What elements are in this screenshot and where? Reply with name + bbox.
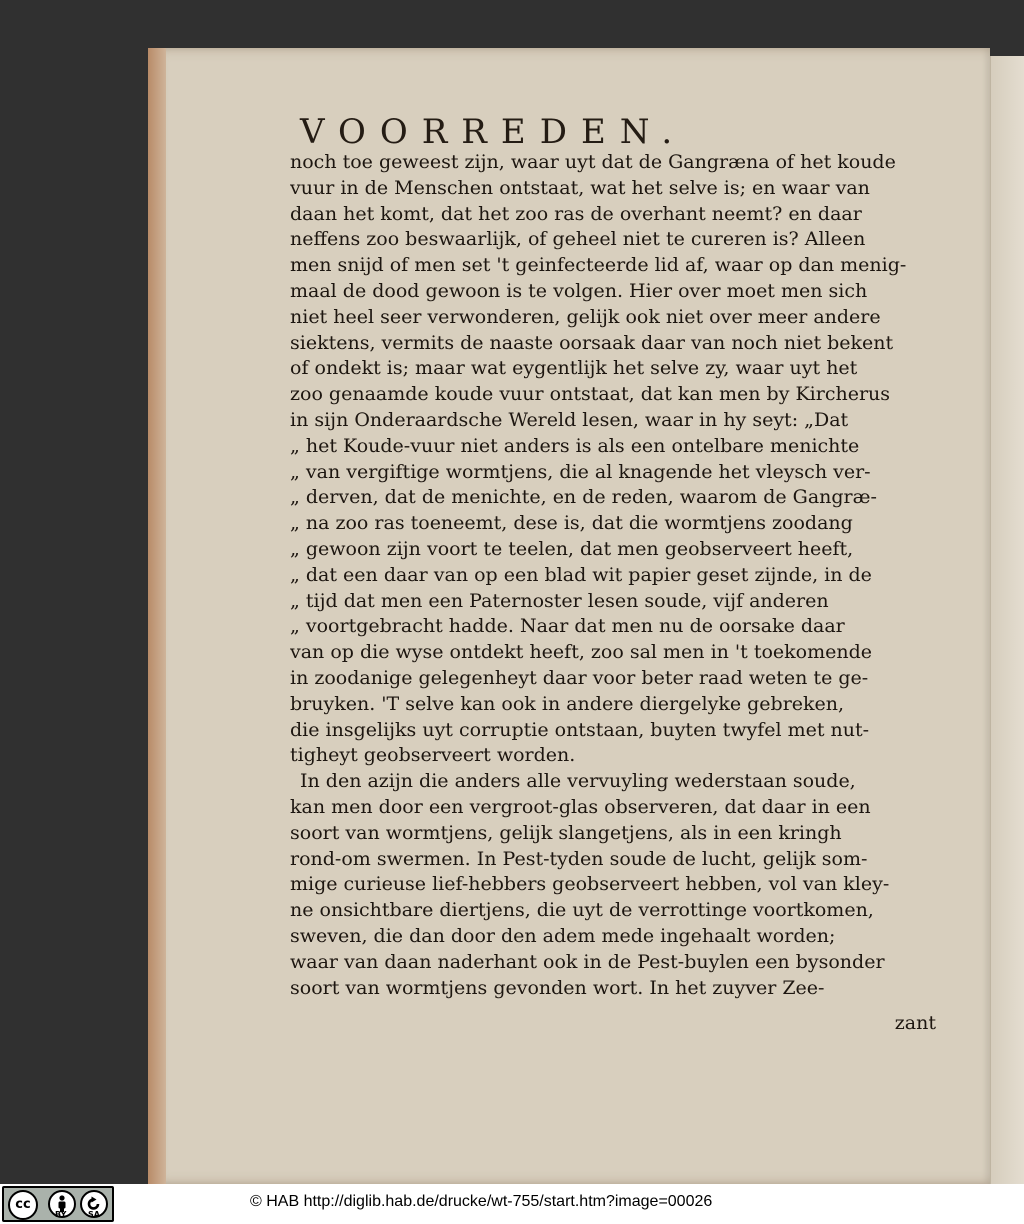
text-line: „ van vergiftige wormtjens, die al knagende het vleysch ver- — [290, 460, 871, 483]
body-text — [290, 150, 930, 1001]
text-line: siektens, vermits de naaste oorsaak daar van noch niet bekent — [290, 331, 894, 354]
text-line: „ gewoon zijn voort te teelen, dat men geobserveert heeft, — [290, 537, 854, 560]
text-line: „ voortgebracht hadde. Naar dat men nu de oorsake daar — [290, 615, 845, 638]
text-line: neffens zoo beswaarlijk, of geheel niet te cureren is? Alleen — [290, 228, 866, 251]
running-head: VOORREDEN. — [300, 112, 687, 152]
text-line: men snijd of men set 't geinfecteerde lid af, waar op dan menig- — [290, 254, 907, 277]
text-line: in sijn Onderaardsche Wereld lesen, waar in hy seyt: „Dat — [290, 408, 849, 431]
text-line: kan men door een vergroot-glas observeren, dat daar in een — [290, 795, 871, 818]
text-line: „ derven, dat de menichte, en de reden, waarom de Gangræ- — [290, 486, 877, 509]
text-line: sweven, die dan door den adem mede ingehaalt worden; — [290, 924, 836, 947]
text-line: maal de dood gewoon is te volgen. Hier over moet men sich — [290, 279, 868, 302]
text-line: „ na zoo ras toeneemt, dese is, dat die wormtjens zoodang — [290, 512, 853, 535]
text-line: in zoodanige gelegenheyt daar voor beter raad weten te ge- — [290, 666, 869, 689]
cc-license-badge[interactable] — [2, 1186, 114, 1222]
text-line: rond-om swermen. In Pest-tyden soude de lucht, gelijk som- — [290, 847, 868, 870]
page-gutter — [148, 48, 166, 1184]
text-line: mige curieuse lief-hebbers geobserveert hebben, vol van kley- — [290, 873, 890, 896]
by-label: BY — [55, 1210, 67, 1219]
text-line: of ondekt is; maar wat eygentlijk het selve zy, waar uyt het — [290, 357, 858, 380]
text-line: ne onsichtbare diertjens, die uyt de verrottinge voortkomen, — [290, 899, 874, 922]
sa-label: SA — [88, 1210, 100, 1219]
text-line: daan het komt, dat het zoo ras de overhant neemt? en daar — [290, 202, 862, 225]
text-line: soort van wormtjens, gelijk slangetjens, als in een kringh — [290, 821, 842, 844]
text-line: van op die wyse ontdekt heeft, zoo sal men in 't toekomende — [290, 641, 872, 664]
text-line: zoo genaamde koude vuur ontstaat, dat kan men by Kircherus — [290, 383, 891, 406]
text-line: bruyken. 'T selve kan ook in andere diergelyke gebreken, — [290, 692, 845, 715]
text-line: „ het Koude-vuur niet anders is als een ontelbare menichte — [290, 434, 860, 457]
text-line: „ tijd dat men een Paternoster lesen soude, vijf anderen — [290, 589, 829, 612]
text-line: „ dat een daar van op een blad wit papier geset zijnde, in de — [290, 563, 872, 586]
text-line: noch toe geweest zijn, waar uyt dat de Gangræna of het koude — [290, 151, 896, 173]
text-line: waar van daan naderhant ook in de Pest-buylen een bysonder — [290, 950, 885, 973]
text-line: tigheyt geobserveert worden. — [290, 744, 576, 767]
text-line: In den azijn die anders alle vervuyling wederstaan soude, — [300, 770, 856, 793]
text-line: soort van wormtjens gevonden wort. In het zuyver Zee- — [290, 976, 825, 999]
text-line: niet heel seer verwonderen, gelijk ook niet over meer andere — [290, 305, 881, 328]
source-credit-link[interactable]: © HAB http://diglib.hab.de/drucke/wt-755/start.htm?image=00026 — [250, 1193, 713, 1210]
text-line: die insgelijks uyt corruptie ontstaan, buyten twyfel met nut- — [290, 718, 870, 741]
cc-icon: cc — [8, 1190, 38, 1220]
catchword: zant — [894, 1012, 936, 1034]
text-line: vuur in de Menschen ontstaat, wat het selve is; en waar van — [290, 176, 870, 199]
